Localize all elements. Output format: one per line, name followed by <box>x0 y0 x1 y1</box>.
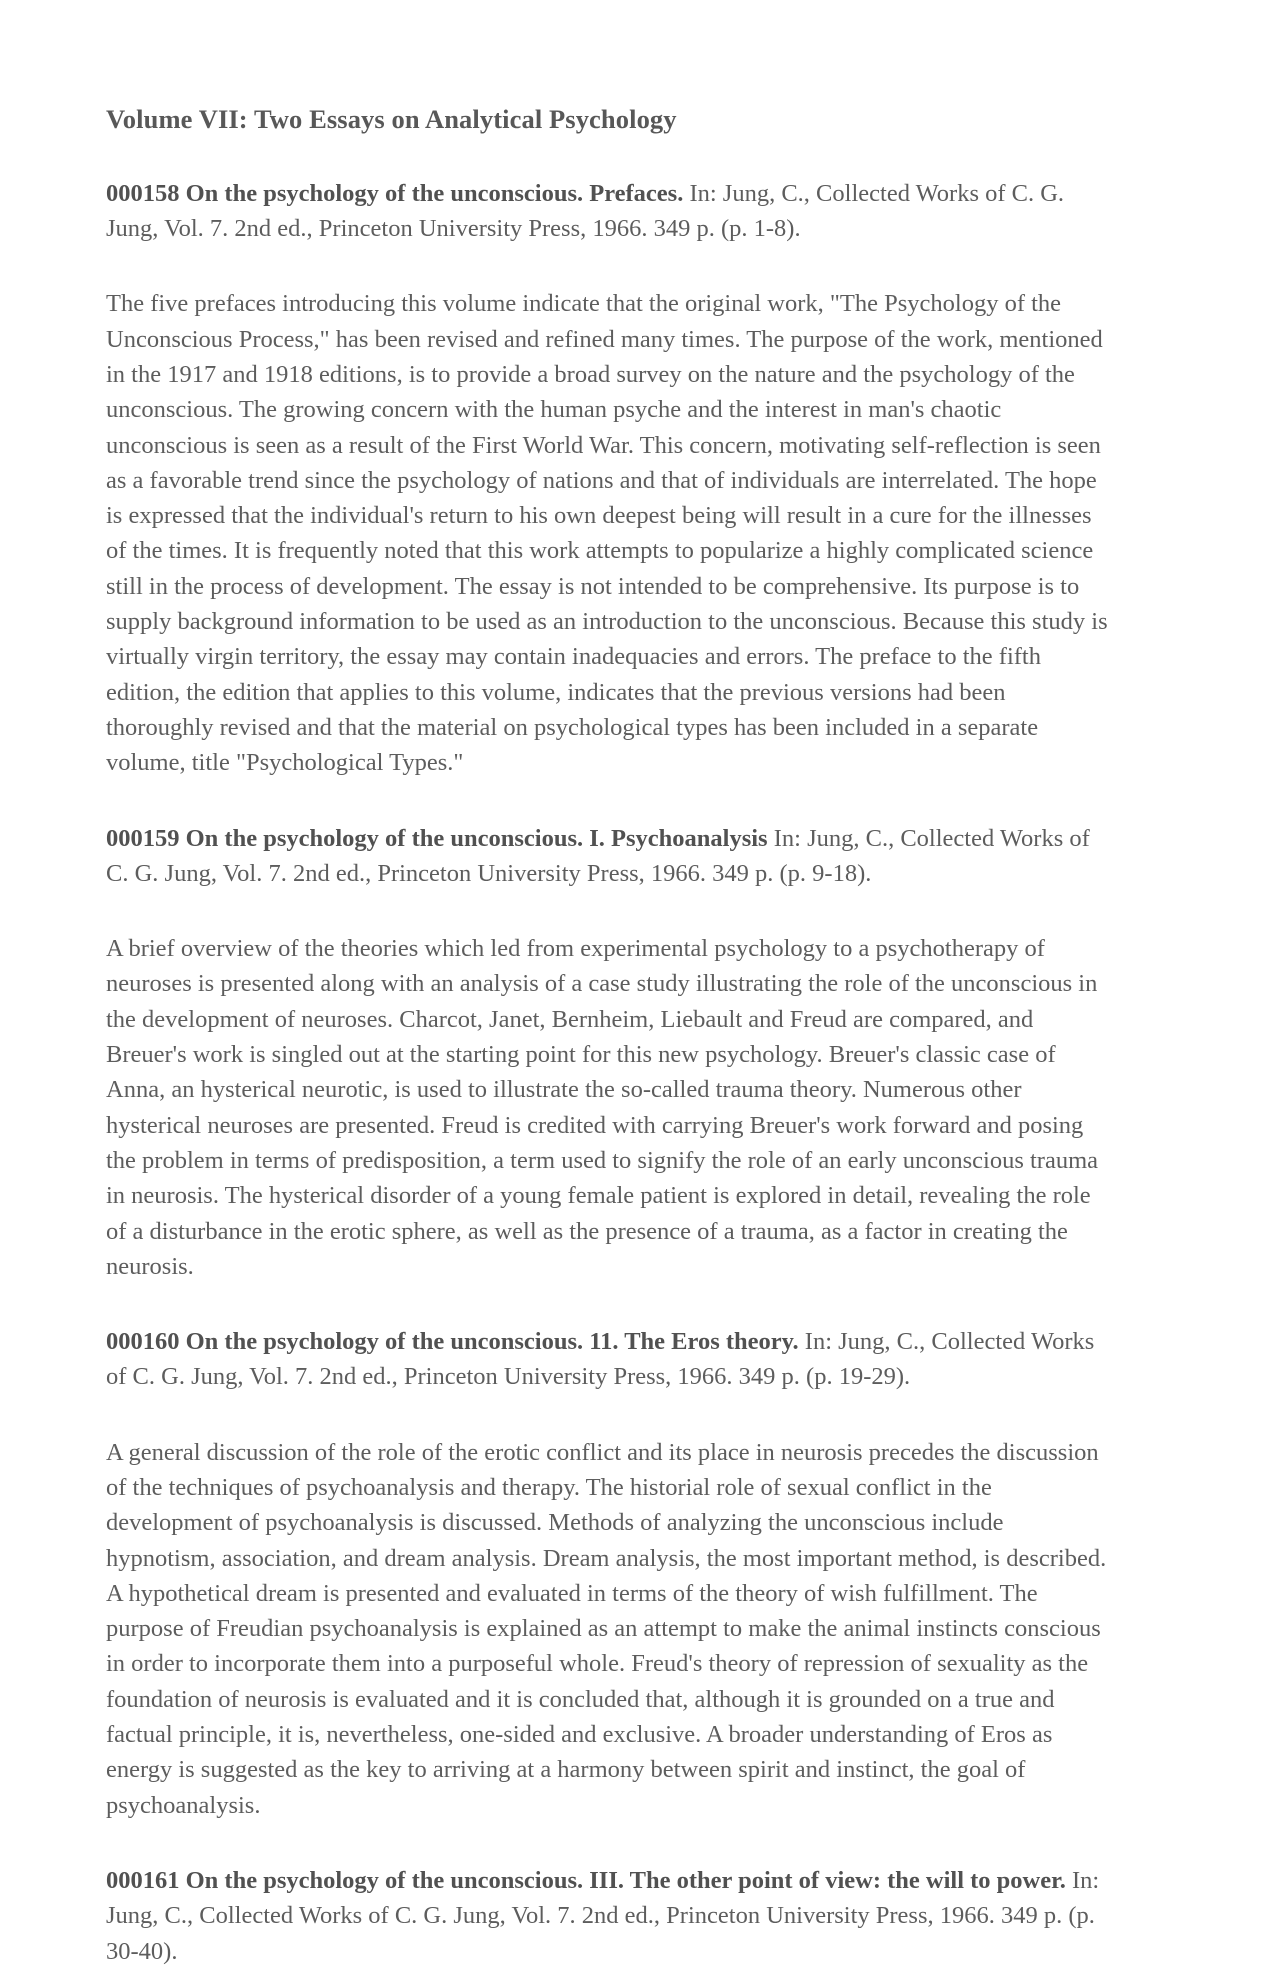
entry-abstract: The five prefaces introducing this volume indicate that the original work, "The Psychology of the Unconscious Process," has been revised and refined many times. The purpose of the work, mentioned in the 1917 and 1918 editions, is to provide a broad survey on the nature and the psychology of the unconscious. The growing concern with the human psyche and the interest in man's chaotic unconscious is seen as a result of the First World War. This concern, motivating self-reflection is seen as a favorable trend since the psychology of nations and that of individuals are interrelated. The hope is expressed that the individual's return to his own deepest being will result in a cure for the illnesses of the times. It is frequently noted that this work attempts to popularize a highly complicated science still in the process of development. The essay is not intended to be comprehensive. Its purpose is to supply background information to be used as an introduction to the unconscious. Because this study is virtually virgin territory, the essay may contain inadequacies and errors. The preface to the fifth edition, the edition that applies to this volume, indicates that the previous versions had been thoroughly revised and that the material on psychological types has been included in a separate volume, title "Psychological Types." <box>106 290 1108 777</box>
bibliography-entry <box>106 821 1115 892</box>
entry-reference: 000161 On the psychology of the unconscious. III. The other point of view: the will to power. <box>106 1866 1066 1894</box>
entry-reference: 000160 On the psychology of the unconscious. 11. The Eros theory. <box>106 1328 799 1356</box>
entry-citation: In: Jung, C., Collected Works of C. G. Jung, Vol. 7. 2nd ed., Princeton University Press, 1966. 349 p. (p. 1-8). <box>106 179 1065 243</box>
entry-reference: 000158 On the psychology of the unconscious. Prefaces. <box>106 179 684 207</box>
bibliography-entry <box>106 176 1115 247</box>
entry-citation: In: Jung, C., Collected Works of C. G. Jung, Vol. 7. 2nd ed., Princeton University Press, 1966. 349 p. (p. 30-40). <box>106 1866 1100 1965</box>
entry-citation: In: Jung, C., Collected Works of C. G. Jung, Vol. 7. 2nd ed., Princeton University Press, 1966. 349 p. (p. 9-18). <box>106 824 1090 887</box>
page-title: Volume VII: Two Essays on Analytical Psychology <box>106 104 677 134</box>
entry-citation: In: Jung, C., Collected Works of C. G. Jung, Vol. 7. 2nd ed., Princeton University Press, 1966. 349 p. (p. 19-29). <box>106 1328 1095 1391</box>
bibliography-entry <box>106 1324 1115 1395</box>
bibliography-entry <box>106 1863 1115 1969</box>
entry-abstract: A brief overview of the theories which led from experimental psychology to a psychotherapy of neuroses is presented along with an analysis of a case study illustrating the role of the unconscious in the development of neuroses. Charcot, Janet, Bernheim, Liebault and Freud are compared, and Breuer's work is singled out at the starting point for this new psychology. Breuer's classic case of Anna, an hysterical neurotic, is used to illustrate the so-called trauma theory. Numerous other hysterical neuroses are presented. Freud is credited with carrying Breuer's work forward and posing the problem in terms of predisposition, a term used to signify the role of an early unconscious trauma in neurosis. The hysterical disorder of a young female patient is explored in detail, revealing the role of a disturbance in the erotic sphere, as well as the presence of a trauma, as a factor in creating the neurosis. <box>106 935 1099 1280</box>
entry-reference: 000159 On the psychology of the unconscious. I. Psychoanalysis <box>106 824 768 852</box>
entry-abstract: A general discussion of the role of the erotic conflict and its place in neurosis precedes the discussion of the techniques of psychoanalysis and therapy. The historial role of sexual conflict in the development of psychoanalysis is discussed. Methods of analyzing the unconscious include hypnotism, association, and dream analysis. Dream analysis, the most important method, is described. A hypothetical dream is presented and evaluated in terms of the theory of wish fulfillment. The purpose of Freudian psychoanalysis is explained as an attempt to make the animal instincts conscious in order to incorporate them into a purposeful whole. Freud's theory of repression of sexuality as the foundation of neurosis is evaluated and it is concluded that, although it is grounded on a true and factual principle, it is, nevertheless, one-sided and exclusive. A broader understanding of Eros as energy is suggested as the key to arriving at a harmony between spirit and instinct, the goal of psychoanalysis. <box>106 1438 1107 1819</box>
